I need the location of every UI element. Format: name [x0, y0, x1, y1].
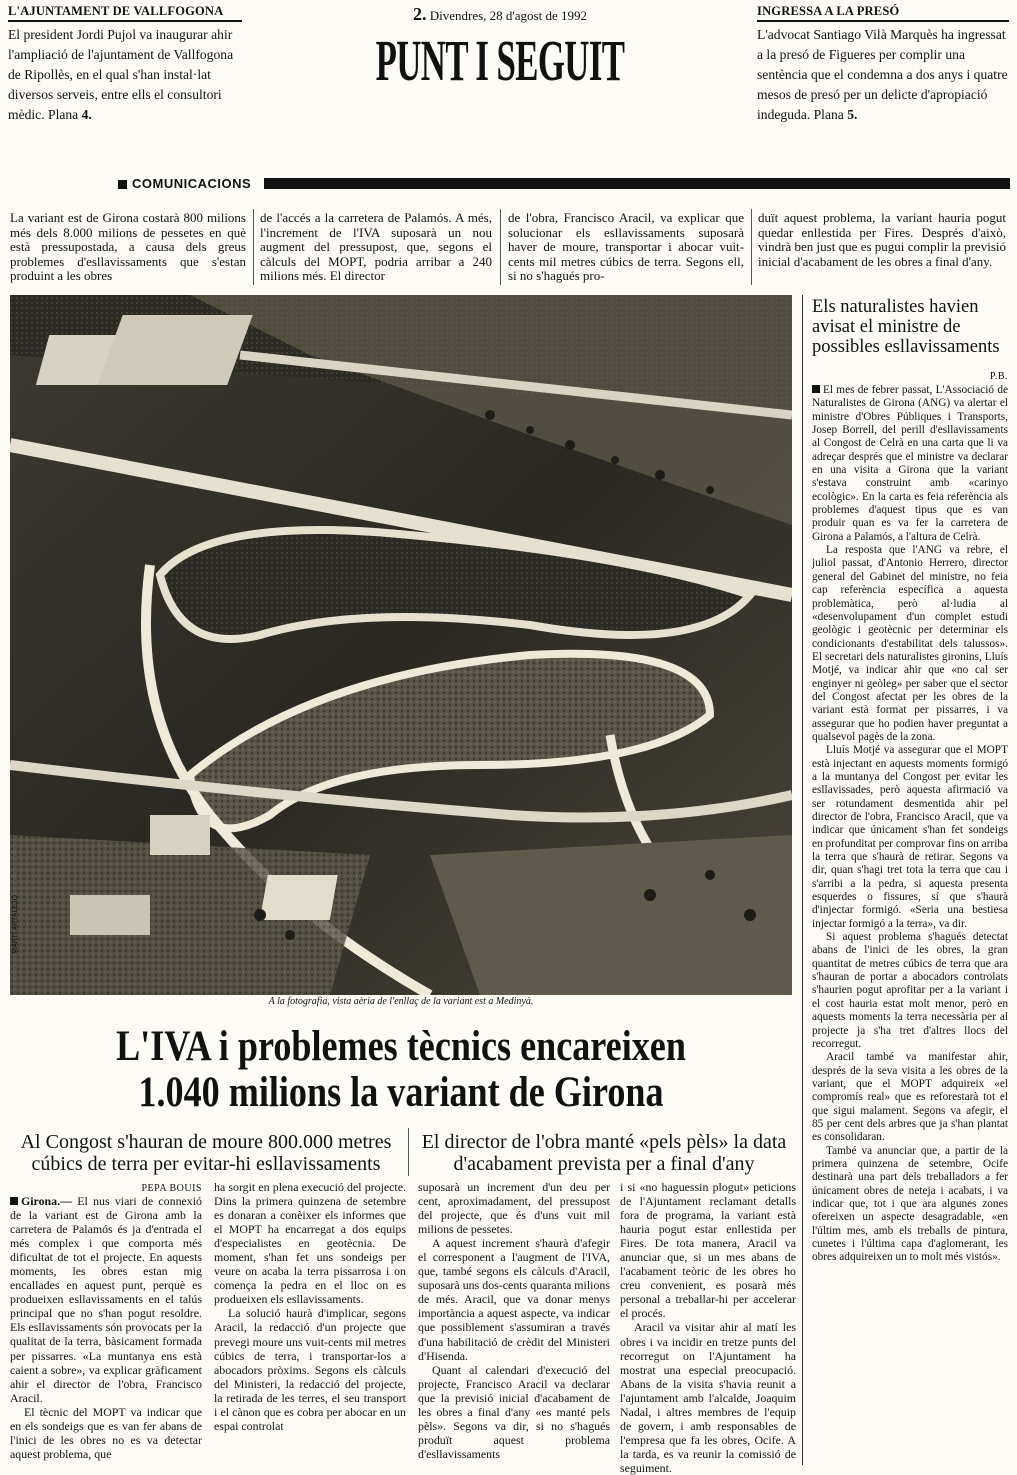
lead-column-1: La variant est de Girona costarà 800 milions més dels 8.000 milions de pessetes en què està pressupostada, a causa dels greus problemes d'esllavissaments que s'estan produint a les obres	[10, 210, 246, 283]
photo-caption: A la fotografia, vista aèria de l'enllaç de la variant est a Medinyà.	[268, 996, 534, 1007]
right-brief	[757, 4, 1009, 125]
section-square	[118, 180, 127, 189]
sidebar	[812, 297, 1008, 1265]
issue-date: Divendres, 28 d'agost de 1992	[429, 8, 587, 23]
headline-line-2: 1.040 milions la variant de Girona	[138, 1069, 664, 1116]
section-label: COMUNICACIONS	[132, 176, 252, 191]
aerial-photo	[10, 295, 792, 995]
sidebar-paragraph: També va anunciar que, a partir de la primera quinzena de setembre, Ocife destinarà una part dels treballadors a fer únicament obres de neteja i acabats, i va indicar que, tot i que ara algunes zones ofereixen un aspecte desagradable, «en l'últim mes, amb els treballs de pintura, cunetes i l'última capa d'aglomerant, les obres adquireixen un to molt més vistós».	[812, 1144, 1008, 1264]
article-column-3	[418, 1180, 610, 1461]
article-paragraph: i si «no haguessin plogut» peticions de l'Ajuntament reclamant detalls fora de programa, la variant està hauria pogut estar enllestida per Fires. De tota manera, Aracil va anunciar que, si un mes abans de l'acabament teòric de les obres ho creu convenient, es posarà més personal a treballar-hi per accelerar el procés.	[620, 1180, 796, 1321]
article-paragraph: El tècnic del MOPT va indicar que en els sondeigs que es van fer abans de l'inici de les obres no es va detectar aquest problema, que	[10, 1404, 202, 1461]
lead-column-3: de l'obra, Francisco Aracil, va explicar que solucionar els esllavissaments suposarà haver de moure, transportar i abocar vuit-cents mil metres cúbics de terra. Segons ell, si no s'hagués pro-	[508, 210, 744, 283]
right-brief-text	[757, 25, 1009, 125]
article-paragraph: Quant al calendari d'execució del projecte, Francisco Aracil va declarar que la previsió inicial d'acabament de les obres a final d'any «es manté pels pèls». Segons va dir, si no s'hagués produït aquest problema d'esllavissaments	[418, 1362, 610, 1461]
masthead-title: PUNT I SEGUIT	[375, 28, 625, 93]
article-column-1	[10, 1194, 202, 1461]
left-brief-heading: L'AJUNTAMENT DE VALLFOGONA	[8, 4, 242, 22]
article-paragraph: suposarà un increment d'un deu per cent, aproximadament, del pressupost del projecte, que és d'uns vuit mil milions de pessetes.	[418, 1180, 610, 1237]
main-headline	[73, 1024, 730, 1116]
sidebar-byline: P.B.	[989, 371, 1008, 382]
left-brief-text	[8, 25, 242, 125]
sidebar-paragraph: Si aquest problema s'hagués detectat abans de l'inici de les obres, la gran quantitat de metres cúbics de terra que ara s'hauran de portar a abocadors controlats s'haurien pogut aprofitar per a la variant i el cost hauria estat molt menor, però en aquests moments la terra necessària per al projecte ja s'ha tret d'altres llocs del recorregut.	[812, 931, 1008, 1050]
sidebar-paragraph: La resposta que l'ANG va rebre, el juliol passat, d'Antonio Herrero, director general del Gabinet del ministre, no feia cap referència específica a aquesta problemàtica, però al·ludia al «desenvolupament d'un complet estudi geològic i geotècnic per determinar els condicionants d'estabilitat dels talussos». El secretari dels naturalistes gironins, Lluís Motjé, va indicar ahir que «no cal ser enginyer ni geòleg» per saber que el sector del Congost afectat per les obres de la variant està format per pissarres, i va assegurar que ho podien haver preguntat a qualsevol pagès de la zona.	[812, 544, 1008, 743]
photo-credit: MARTÍ ARTALEJO	[12, 895, 19, 954]
column-divider	[408, 1128, 409, 1176]
lead-column-2: de l'accés a la carretera de Palamós. A més, l'increment de l'IVA suposarà un nou augment del pressupost, que, segons el càlculs del MOPT, podria arribar a 240 milions més. El director	[260, 210, 492, 283]
article-paragraph: Aracil va visitar ahir al matí les obres i va incidir en tretze punts del recorregut on l'Ajuntament ha mostrat una especial preocupació. Abans de la visita s'havia reunit a l'ajuntament amb l'alcalde, Joaquim Nadal, i altres membres de l'equip de govern, i amb responsables de l'empresa que fa les obres, Ocife. A la tarda, es va reunir la comissió de seguiment.	[620, 1320, 796, 1475]
article-paragraph: La solució haurà d'implicar, segons Aracil, la redacció d'un projecte que prevegi moure uns vuit-cents mil metres cúbics de terra, i transportar-los a abocadors pròxims. Segons els càlculs del Ministeri, la redacció del projecte, la retirada de les terres, el seu transport i el cànon que es cobra per abocar en un espai controlat	[214, 1306, 406, 1433]
section-bar	[118, 176, 1010, 192]
column-divider	[751, 209, 752, 285]
right-brief-heading: INGRESSA A LA PRESÓ	[757, 4, 1009, 22]
sidebar-paragraph: Lluís Motjé va assegurar que el MOPT està injectant en aquests moments formigó a la muntanya del Congost per evitar les esllavissades, però aquesta afirmació va ser rotundament desmentida ahir pel director de l'obra, Francisco Aracil, que va indicar que únicament s'han fet sondeigs en profunditat per comprovar fins on arriba la terra que s'haurà de retirar. Segons va dir, quan s'hagi tret tota la terra que cau i s'arribi a la pedra, si aquesta presenta esquerdes o fissures, sí que s'haurà d'injectar formigó. «Seria una bestiesa injectar formigó a la terra», va dir.	[812, 744, 1008, 930]
article-column-4	[620, 1180, 796, 1475]
lead-column-4: duït aquest problema, la variant hauria pogut quedar enllestida per Fires. Després d'això, vindrà ben just que es pugui complir la previsió inicial d'acabament de les obres a final d'any.	[758, 210, 1006, 269]
sidebar-divider	[802, 295, 803, 1465]
masthead-dateline	[255, 4, 745, 25]
left-brief	[8, 4, 242, 125]
article-column-2	[214, 1180, 406, 1433]
article-paragraph: El nus viari de connexió de la variant est de Girona amb la carretera de Palamós és ja d'entrada el més complex i que comporta més dificultat de tot el projecte. En aquests moments, les obres estan mig encallades en aquest punt, perquè es produeixen esllavissaments en el talús principal que no s'han pogut resoldre. Els esllavissaments són provocats per la qualitat de la terra, bàsicament formada per pissarres. «La muntanya ens està caient a sobre», va explicar gràficament ahir el director de l'obra, Francisco Aracil.	[10, 1194, 202, 1405]
headline-line-1: L'IVA i problemes tècnics encareixen	[116, 1023, 686, 1070]
sidebar-headline: Els naturalistes havien avisat el ministre de possibles esllavissaments	[812, 297, 1000, 357]
sidebar-paragraph: Aracil també va manifestar ahir, després de la seva visita a les obres de la variant, que el MOPT adquireix «el compromís real» que es reforestarà tot el que sigui malament. Segons va afegir, el 85 per cent dels arbres que ja s'han plantat es consolidaran.	[812, 1051, 1008, 1144]
paragraph-square	[10, 1197, 18, 1205]
aerial-photo-image	[10, 295, 792, 995]
page-number: 2.	[413, 4, 427, 24]
paragraph-square	[812, 385, 820, 393]
subhead-left: Al Congost s'hauran de moure 800.000 metres cúbics de terra per evitar-hi esllavissaments	[20, 1131, 392, 1175]
byline: PEPA BOUIS	[141, 1183, 202, 1194]
article-paragraph: ha sorgit en plena execució del projecte. Dins la primera quinzena de setembre es donaran a conèixer els informes que el MOPT ha encarregat a dos equips d'especialistes en geotècnia. De moment, s'han fet uns sondeigs per veure on acaba la terra pissarrosa i on comença la pedra en el lloc on es produeixen els esllavissaments.	[214, 1180, 406, 1307]
subhead-right: El director de l'obra manté «pels pèls» la data d'acabament prevista per a final d'any	[421, 1131, 787, 1175]
masthead	[255, 4, 745, 91]
article-paragraph: A aquest increment s'haurà d'afegir el corresponent a l'augment de l'IVA, que, també segons els càlculs d'Aracil, suposarà uns dos-cents quaranta milions de més. Aracil, que va donar menys importància a aquest aspecte, va indicar que possiblement s'assumiran a través d'una habilitació de crèdit del Ministeri d'Hisenda.	[418, 1236, 610, 1363]
sidebar-paragraph: El mes de febrer passat, L'Associació de Naturalistes de Girona (ANG) va alertar el ministre d'Obres Públiques i Transports, Josep Borrell, del perill d'esllavissaments al Congost de Celrà en una carta que li va adreçar després que el ministre va declarar en una visita a Girona que la variant s'estava construint amb «carinyo ecològic». En la carta es feia referència als problemes d'aquest tipus que es van produir quan es va fer la carretera de Girona a Palamós, a l'altura de Celrà.	[812, 384, 1008, 543]
sidebar-body	[812, 384, 1008, 1265]
dateline: Girona.—	[21, 1194, 72, 1208]
right-brief-page: 5.	[847, 107, 858, 122]
section-rule	[264, 178, 1010, 189]
right-brief-body: L'advocat Santiago Vilà Marquès ha ingressat a la presó de Figueres per complir una sentència que el condemna a dos anys i quatre mesos de presó per un delicte d'apropiació indeguda. Plana	[757, 27, 1008, 122]
left-brief-page: 4.	[81, 107, 92, 122]
left-brief-body: El president Jordi Pujol va inaugurar ahir l'ampliació de l'ajuntament de Vallfogona de Ripollès, en el qual s'han instal·lat diversos serveis, entre ells el consultori mèdic. Plana	[8, 27, 234, 122]
column-divider	[253, 209, 254, 285]
column-divider	[500, 209, 501, 285]
